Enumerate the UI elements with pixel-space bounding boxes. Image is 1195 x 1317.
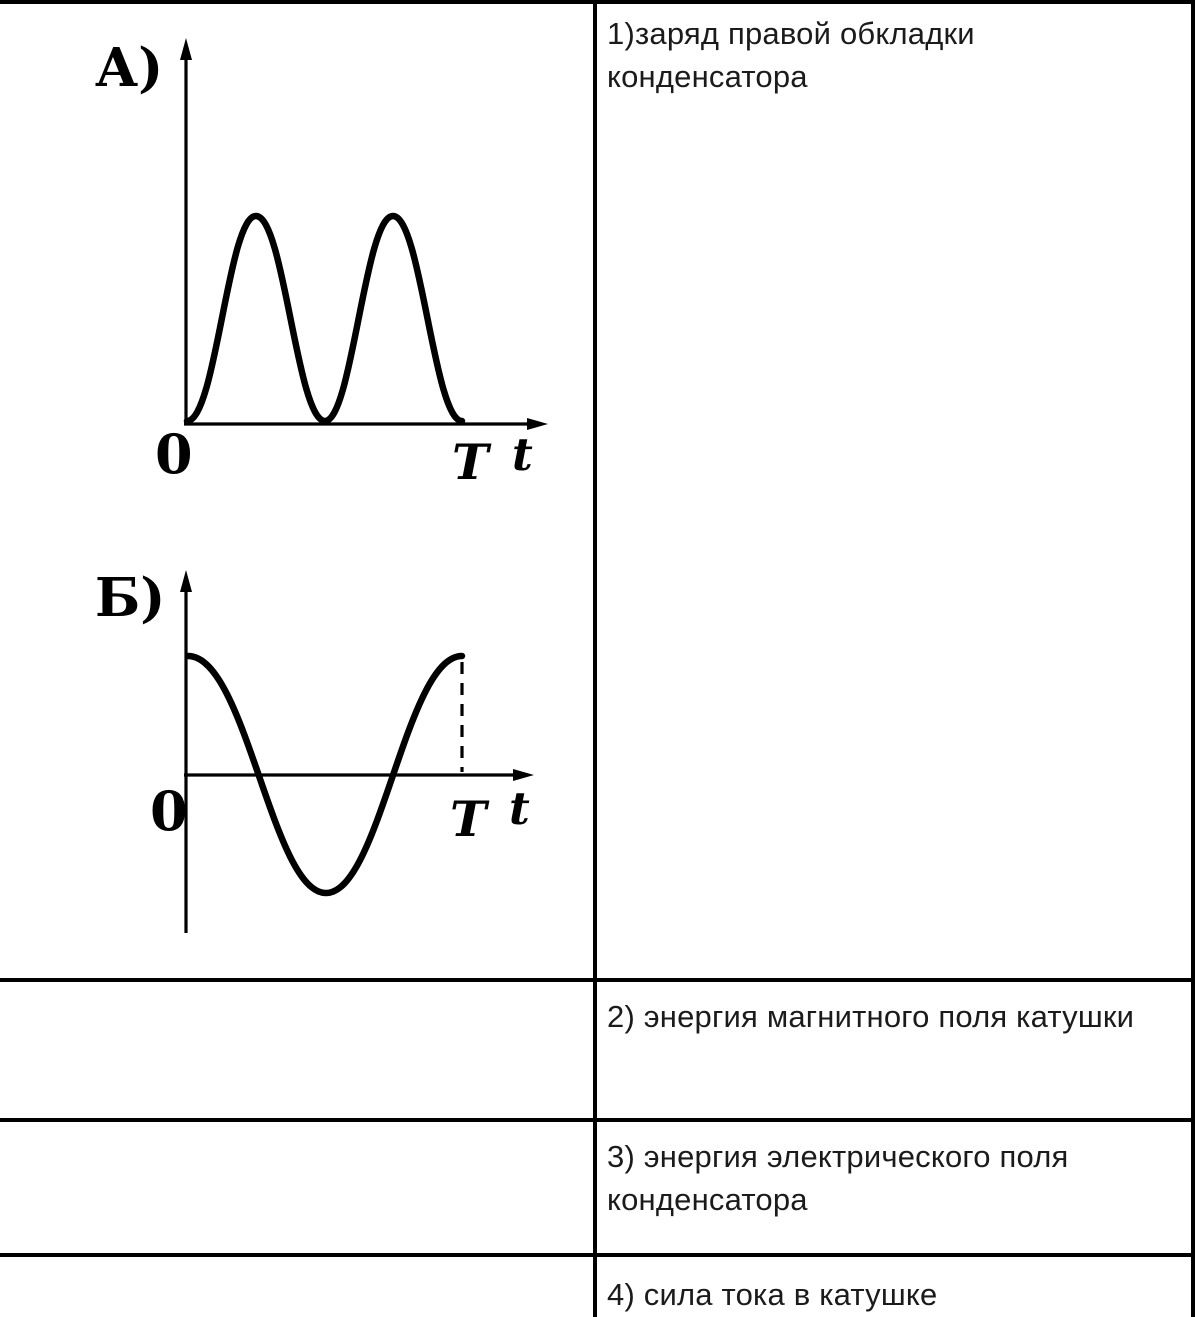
graph-b-label: Б)	[95, 567, 166, 629]
option-3-electric-field-energy	[607, 1135, 1173, 1221]
option-2-magnetic-field-energy	[607, 995, 1173, 1038]
table-row-divider-3	[0, 1253, 1195, 1257]
graph-b-origin-label: 0	[150, 779, 188, 843]
graph-b-period-tick-label: T	[450, 790, 487, 848]
option-1-line-1: 1)заряд правой обкладки	[607, 16, 975, 51]
graph-a-curve	[187, 216, 462, 421]
graph-a-time-axis-label: t	[512, 428, 533, 481]
table-row-divider-1	[0, 978, 1195, 982]
graph-a	[0, 0, 560, 535]
option-4-coil-current	[607, 1273, 1173, 1316]
option-3-line-1: 3) энергия электрического поля	[607, 1139, 1069, 1174]
option-2-line-1: 2) энергия магнитного поля катушки	[607, 999, 1135, 1034]
table-right-border	[1191, 0, 1195, 1317]
option-4-line-1: 4) сила тока в катушке	[607, 1277, 938, 1312]
option-3-line-2: конденсатора	[607, 1182, 808, 1217]
graph-a-period-tick-label: T	[452, 433, 489, 491]
graph-b-x-axis-arrow-icon	[513, 769, 534, 781]
graph-b	[0, 540, 560, 970]
graph-a-y-axis-arrow-icon	[180, 38, 192, 60]
option-1-line-2: конденсатора	[607, 59, 808, 94]
table-column-divider	[593, 0, 597, 1317]
graph-b-time-axis-label: t	[509, 782, 530, 835]
graph-b-y-axis-arrow-icon	[180, 570, 192, 592]
option-1-charge-right-plate	[607, 12, 1173, 98]
graph-a-origin-label: 0	[155, 422, 193, 486]
table-row-divider-2	[0, 1118, 1195, 1122]
graph-a-label: А)	[95, 37, 164, 99]
